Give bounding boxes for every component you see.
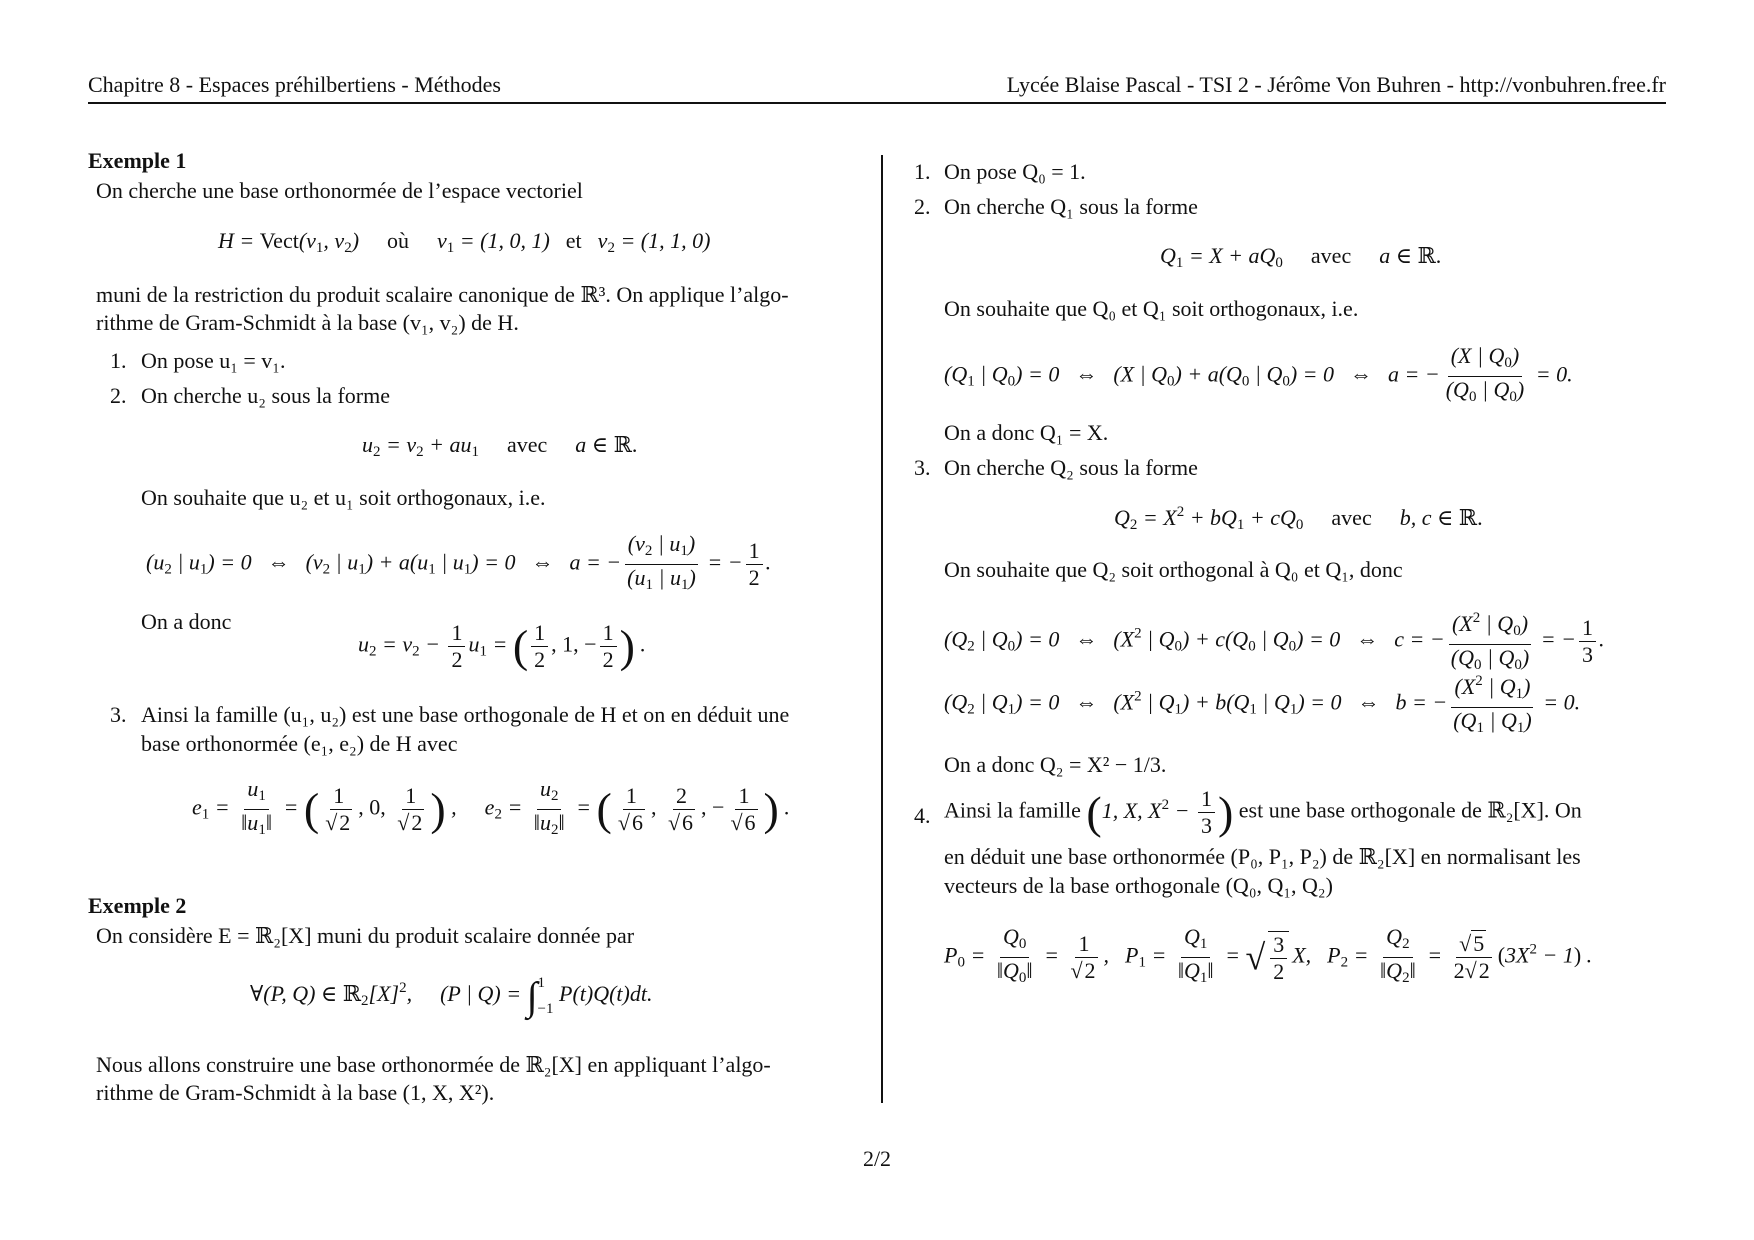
left-item-3-line1: Ainsi la famille (u₁, u₂) est une base orthogonale de H et on en déduit une: [141, 702, 790, 727]
equation-scalar-product: ∀(P, Q) ∈ $ℝ_2[X]^2$, (P | Q) = ∫ 1 −1 P(t)Q(t)dt.: [250, 973, 653, 1019]
equation-orthogonality-Q2-Q0: ($Q_2$ | $Q_0) = 0$ ⇔ ($X^2$ | $Q_0) + c(Q_0$ | $Q_0) = 0$ ⇔ c = − $\frac{(X^2 | Q_0)}{(Q_0 | Q_0)}$ = − $\frac{1}{3}$ .: [944, 605, 1604, 678]
header-chapter: Chapitre 8 - Espaces préhilbertiens - Méthodes: [88, 72, 501, 97]
left-item-1: On pose u₁ = v₁.: [141, 348, 286, 373]
equation-Q1-form: $Q_1 = X + aQ_0$ avec a ∈ ℝ.: [1160, 243, 1442, 271]
equation-orthogonality-u: ($u_2$ | $u_1) = 0$ ⇔ ($v_2$ | $u_1) + a(u_1$ | $u_1) = 0$ ⇔ a = − $\frac{(v_2 | u_1)}{(u_1 | u_1)}$ = − $\frac{1}{2}$ .: [146, 531, 772, 593]
page-header: [88, 72, 1666, 104]
page-number: 2/2: [862, 1146, 892, 1171]
equation-orthogonality-Q2-Q1: ($Q_2$ | $Q_1) = 0$ ⇔ ($X^2$ | $Q_1) + b(Q_1$ | $Q_1) = 0$ ⇔ b = − $\frac{(X^2 | Q_1)}{(Q_1 | Q_1)}$ = 0.: [944, 668, 1580, 741]
item-number-r4: 4.: [914, 803, 931, 828]
example-1-intro: On cherche une base orthonormée de l’espace vectoriel: [96, 178, 583, 203]
equation-u2-form: $u_2 = v_2 + au_1$ avec a ∈ ℝ.: [362, 432, 638, 460]
right-item-3: On cherche Q₂ sous la forme: [944, 455, 1198, 480]
equation-u2-value: $u_2 = v_2$ − $\frac{1}{2}$ $u_1$ = ( $\frac{1}{2}$ , 1, − $\frac{1}{2}$ ) .: [358, 620, 646, 672]
right-item-4-line1: [944, 786, 1582, 839]
left-item-3-line2: base orthonormée (e₁, e₂) de H avec: [141, 731, 458, 756]
example-1-title: Exemple 1: [88, 148, 187, 173]
right-item-2: On cherche Q₁ sous la forme: [944, 194, 1198, 219]
left-item-2: On cherche u₂ sous la forme: [141, 383, 390, 408]
item-number-r2: 2.: [914, 194, 931, 219]
equation-orthogonality-Q1: ($Q_1$ | $Q_0) = 0$ ⇔ (X | $Q_0) + a(Q_0$ | $Q_0) = 0$ ⇔ a = − $\frac{(X | Q_0)}{(Q_0 | Q_0)}$ = 0.: [944, 343, 1573, 405]
right-item-3-donc: On a donc Q₂ = X² − 1/3.: [944, 752, 1167, 777]
equation-H: $H = Vect(v_1$, $v_2$) où $v_1 = (1$, 0, 1) et $v_2 = (1$, 1, 0): [218, 228, 711, 256]
item-number-r3: 3.: [914, 455, 931, 480]
item-number-r1: 1.: [914, 159, 931, 184]
equation-Q2-form: $Q_2 = X^2 + bQ_1 + cQ_0$ avec b, c ∈ ℝ.: [1114, 504, 1483, 533]
item-number-3: 3.: [110, 702, 127, 727]
right-item-2-orthogonal: On souhaite que Q₀ et Q₁ soit orthogonaux, i.e.: [944, 296, 1359, 321]
right-item-3-orthogonal: On souhaite que Q₂ soit orthogonal à Q₀ et Q₁, donc: [944, 557, 1403, 582]
left-item-2-donc: On a donc: [141, 609, 232, 634]
right-item-1: On pose Q₀ = 1.: [944, 159, 1086, 184]
example-1-text-line2: rithme de Gram-Schmidt à la base (v₁, v₂) de H.: [96, 310, 519, 335]
equation-P0-P1-P2: $P_0$ = $\frac{Q_0}{‖Q_0‖}$ = $\frac{1}{√2}$ , $P_1$ = $\frac{Q_1}{‖Q_1‖}$ = √ $\frac{3}{2}$ X, $P_2$ = $\frac{Q_2}{‖Q_2‖}$ = $\frac{√5}{2√2}$ $(3X^2 - 1)$ .: [944, 924, 1593, 986]
example-2-title: Exemple 2: [88, 893, 187, 918]
right-item-4-line2: en déduit une base orthonormée (P₀, P₁, P₂) de ℝ₂[X] en normalisant les: [944, 844, 1581, 869]
equation-e1-e2: $e_1$ = $\frac{u_1}{‖u_1‖}$ = ( $\frac{1}{√2}$ , 0, $\frac{1}{√2}$ ) , $e_2$ = $\frac{u_2}{‖u_2‖}$ = ( $\frac{1}{√6}$ , $\frac{2}{√6}$ , − $\frac{1}{√6}$ ) .: [192, 776, 790, 838]
column-divider: [881, 155, 883, 1103]
right-item-2-donc: On a donc Q₁ = X.: [944, 420, 1109, 445]
right-item-4-line3: vecteurs de la base orthogonale (Q₀, Q₁, Q₂): [944, 873, 1333, 898]
right-item-4-pre: Ainsi la famille: [944, 797, 1081, 823]
header-author: Lycée Blaise Pascal - TSI 2 - Jérôme Von Buhren - http://vonbuhren.free.fr: [1006, 72, 1666, 97]
example-2-text-line2: rithme de Gram-Schmidt à la base (1, X, X²).: [96, 1080, 495, 1105]
item-number-1: 1.: [110, 348, 127, 373]
left-item-2-orthogonal: On souhaite que u₂ et u₁ soit orthogonaux, i.e.: [141, 485, 546, 510]
example-1-text-line1: muni de la restriction du produit scalaire canonique de ℝ³. On applique l’algo-: [96, 282, 789, 307]
right-item-4-post: est une base orthogonale de ℝ₂[X]. On: [1238, 797, 1582, 823]
example-2-intro: On considère E = ℝ₂[X] muni du produit scalaire donnée par: [96, 923, 635, 948]
family-1-X-X2: (1, X, $X^2$ − $\frac{1}{3}$ ): [1086, 786, 1234, 838]
item-number-2: 2.: [110, 383, 127, 408]
example-2-text-line1: Nous allons construire une base orthonormée de ℝ₂[X] en appliquant l’algo-: [96, 1052, 771, 1077]
